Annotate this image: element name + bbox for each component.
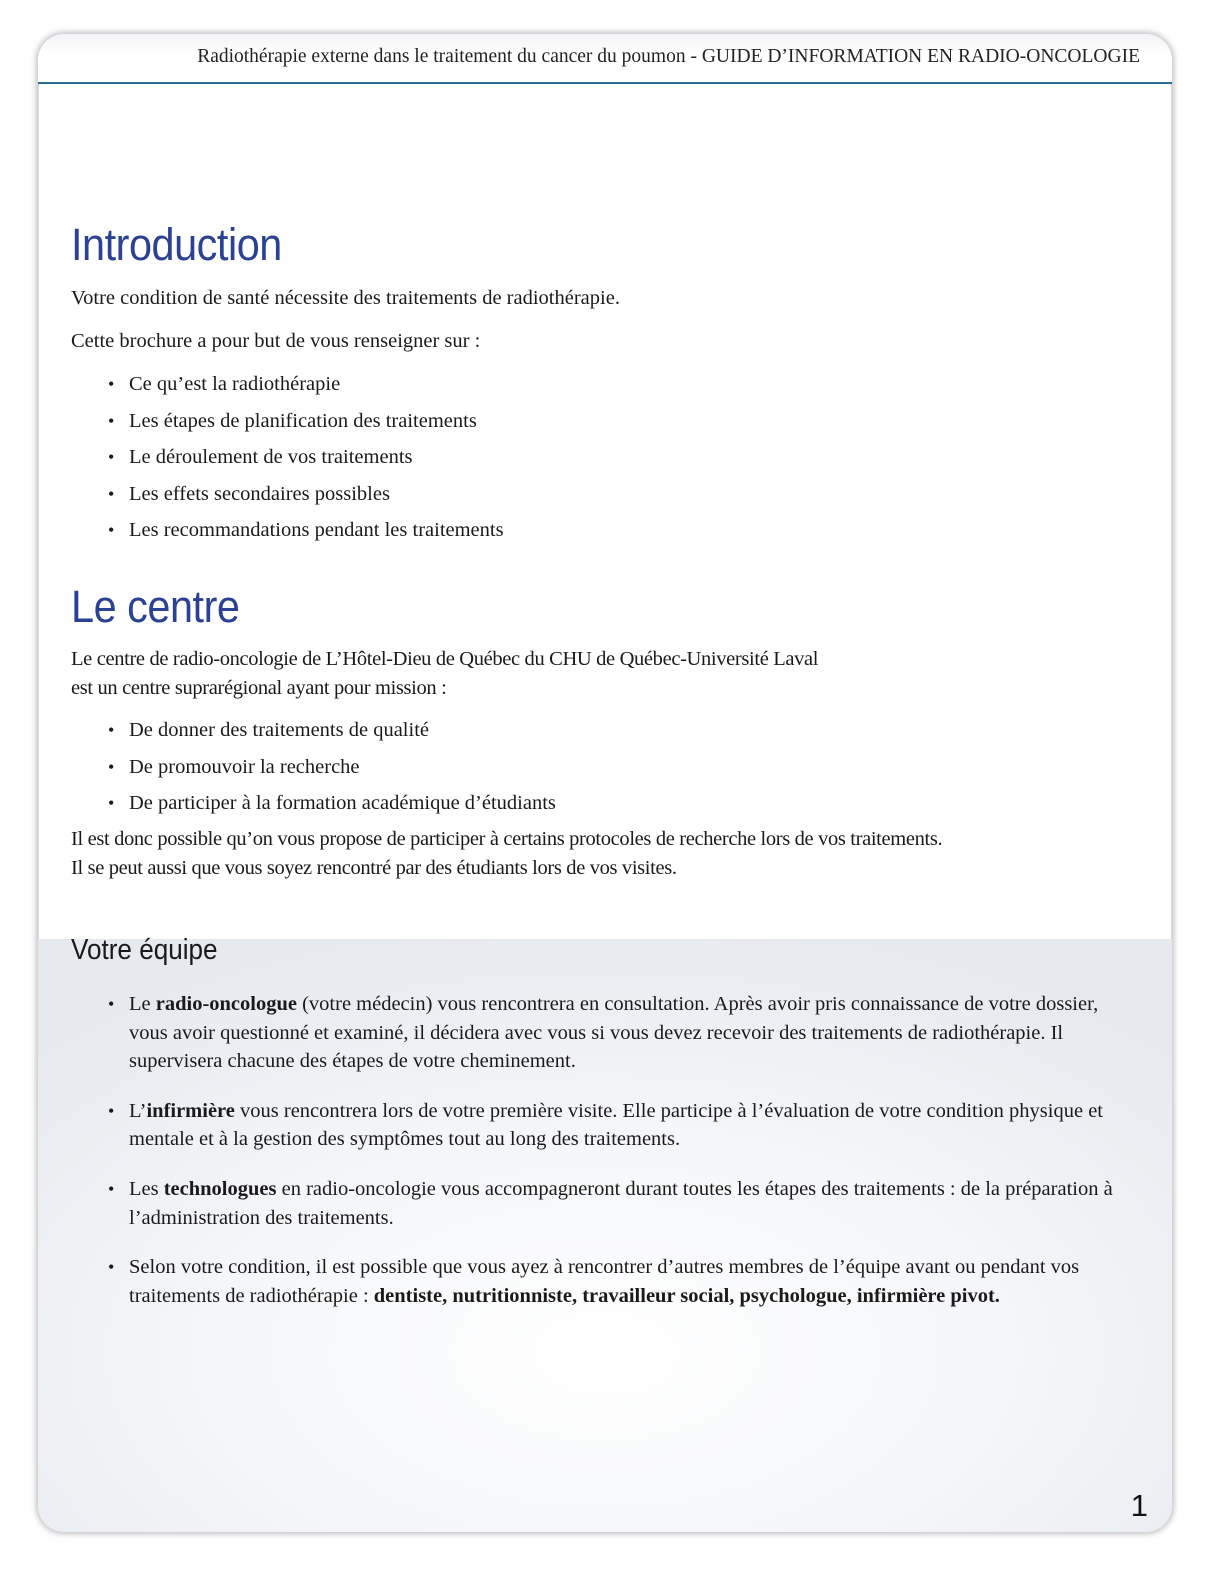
centre-list xyxy=(108,712,556,822)
list-item: • De donner des traitements de qualité xyxy=(108,712,556,749)
introduction-paragraph-2: Cette brochure a pour but de vous renseigner sur : xyxy=(71,330,481,352)
team-item-role: radio-oncologue xyxy=(155,993,297,1015)
centre-paragraph-2 xyxy=(71,825,942,883)
list-item: • Les recommandations pendant les traitements xyxy=(108,512,504,549)
centre-paragraph-1-line-1: Le centre de radio-oncologie de L’Hôtel-Dieu de Québec du CHU de Québec-Université Laval xyxy=(71,648,819,670)
team-item-text: en radio-oncologie vous accompagneront durant toutes les étapes des traitements : de la préparation à l’administration des traitements. xyxy=(129,1177,1113,1229)
team-item-text: (votre médecin) vous rencontrera en consultation. Après avoir pris connaissance de votre dossier, vous avoir questionné et examiné, il décidera avec vous si vous devez recevoir des traitements de radiothérapie. Il supervisera chacune des étapes de votre cheminement. xyxy=(129,993,1099,1073)
equipe-list xyxy=(108,990,1128,1331)
team-item-role: technologues xyxy=(163,1177,277,1200)
equipe-heading: Votre équipe xyxy=(71,934,218,966)
page-content xyxy=(38,34,1172,1532)
list-item: • Les étapes de planification des traitements xyxy=(108,403,504,440)
centre-heading: Le centre xyxy=(71,581,240,632)
team-item xyxy=(108,990,1128,1076)
team-item-text: Les xyxy=(129,1177,164,1200)
page-number: 1 xyxy=(1130,1488,1148,1523)
list-item: • Les effets secondaires possibles xyxy=(108,476,504,513)
team-item xyxy=(108,1253,1128,1310)
list-item: • De promouvoir la recherche xyxy=(108,749,556,786)
team-item-text: L’ xyxy=(129,1099,147,1122)
introduction-heading: Introduction xyxy=(71,219,282,270)
team-item xyxy=(108,1097,1128,1154)
introduction-paragraph-1: Votre condition de santé nécessite des traitements de radiothérapie. xyxy=(71,287,620,309)
centre-paragraph-2-line-1: Il est donc possible qu’on vous propose de participer à certains protocoles de recherche lors de vos traitements. xyxy=(71,828,943,850)
list-item: • Le déroulement de vos traitements xyxy=(108,439,504,476)
team-item-text: Selon votre condition, il est possible que vous ayez à rencontrer d’autres membres de l’équipe avant ou pendant vos traitements de radiothérapie : xyxy=(129,1256,1080,1307)
team-item-text: vous rencontrera lors de votre première visite. Elle participe à l’évaluation de votre condition physique et mentale et à la gestion des symptômes tout au long des traitements. xyxy=(129,1099,1103,1151)
team-item-members: dentiste, nutritionniste, travailleur social, psychologue, infirmière pivot. xyxy=(373,1284,1000,1307)
list-item: • Ce qu’est la radiothérapie xyxy=(108,366,504,403)
team-item-text: Le xyxy=(129,993,156,1015)
introduction-list xyxy=(108,366,504,549)
centre-paragraph-2-line-2: Il se peut aussi que vous soyez rencontré par des étudiants lors de vos visites. xyxy=(71,857,677,879)
centre-paragraph-1-line-2: est un centre suprarégional ayant pour mission : xyxy=(71,677,447,699)
header-title: Radiothérapie externe dans le traitement du cancer du poumon - GUIDE D’INFORMATION EN RADIO-ONCOLOGIE xyxy=(197,46,1140,67)
team-item xyxy=(108,1175,1128,1232)
page xyxy=(38,34,1172,1532)
list-item: • De participer à la formation académique d’étudiants xyxy=(108,785,556,822)
centre-paragraph-1 xyxy=(71,645,818,703)
team-item-role: infirmière xyxy=(146,1099,235,1122)
